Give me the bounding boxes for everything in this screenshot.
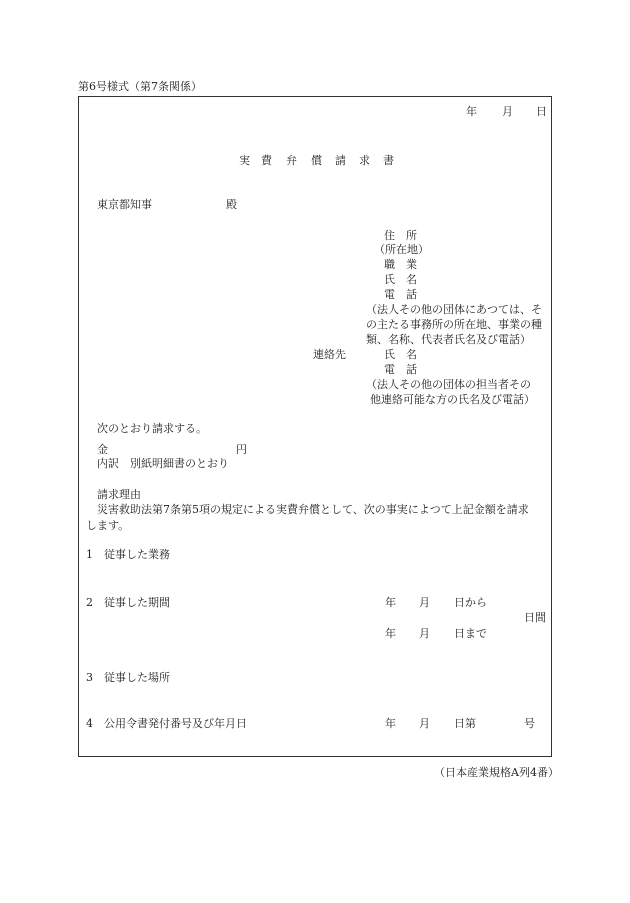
paper-size-note: （日本産業規格A列4番） bbox=[434, 766, 559, 779]
title-char: 弁 bbox=[286, 154, 297, 167]
reason-line-2: します。 bbox=[86, 519, 130, 532]
applicant-occupation-label: 職 業 bbox=[384, 258, 417, 271]
contact-note-2: 他連絡可能な方の氏名及び電話） bbox=[370, 393, 535, 406]
reason-line-1: 災害救助法第7条第5項の規定による実費弁償として、次の事実によつて上記金額を請求 bbox=[97, 503, 529, 516]
header-year: 年 bbox=[466, 105, 477, 118]
applicant-address-label: 住 所 bbox=[384, 229, 417, 242]
period-from-month: 月 bbox=[419, 596, 430, 609]
applicant-name-label: 氏 名 bbox=[384, 273, 417, 286]
amount-unit: 円 bbox=[236, 443, 247, 456]
order-year: 年 bbox=[385, 717, 396, 730]
period-to-year: 年 bbox=[385, 627, 396, 640]
title-char: 費 bbox=[261, 154, 272, 167]
period-to-day: 日まで bbox=[454, 627, 487, 640]
order-month: 月 bbox=[419, 717, 430, 730]
item-2-label: 2 従事した期間 bbox=[86, 596, 170, 609]
period-to-month: 月 bbox=[419, 627, 430, 640]
period-from-day: 日から bbox=[454, 596, 487, 609]
header-day: 日 bbox=[536, 105, 547, 118]
applicant-address-note: （所在地） bbox=[374, 243, 429, 256]
applicant-phone-label: 電 話 bbox=[384, 288, 417, 301]
contact-name-label: 氏 名 bbox=[384, 348, 417, 361]
order-number: 号 bbox=[524, 717, 535, 730]
applicant-corp-note-3: 類、名称、代表者氏名及び電話） bbox=[366, 333, 531, 346]
title-char: 書 bbox=[383, 154, 394, 167]
reason-heading: 請求理由 bbox=[97, 488, 141, 501]
contact-note-1: （法人その他の団体の担当者その bbox=[366, 378, 531, 391]
header-month: 月 bbox=[502, 105, 513, 118]
applicant-corp-note-2: の主たる事務所の所在地、事業の種 bbox=[366, 318, 542, 331]
order-day-no: 日第 bbox=[454, 717, 476, 730]
title-char: 償 bbox=[311, 154, 322, 167]
addressee-honorific: 殿 bbox=[226, 198, 237, 211]
period-from-year: 年 bbox=[385, 596, 396, 609]
period-days: 日間 bbox=[524, 611, 546, 624]
item-4-label: 4 公用令書発付番号及び年月日 bbox=[86, 717, 247, 730]
contact-label: 連絡先 bbox=[313, 348, 346, 361]
item-1-label: 1 従事した業務 bbox=[86, 548, 170, 561]
request-intro: 次のとおり請求する。 bbox=[97, 422, 207, 435]
amount-breakdown: 内訳 別紙明細書のとおり bbox=[97, 457, 229, 470]
applicant-corp-note-1: （法人その他の団体にあつては、そ bbox=[366, 303, 542, 316]
title-char: 請 bbox=[335, 154, 346, 167]
addressee-name: 東京都知事 bbox=[97, 198, 152, 211]
contact-phone-label: 電 話 bbox=[384, 363, 417, 376]
title-char: 求 bbox=[359, 154, 370, 167]
title-char: 実 bbox=[239, 154, 250, 167]
form-number: 第6号様式（第7条関係） bbox=[78, 80, 202, 93]
amount-label: 金 bbox=[97, 443, 108, 456]
item-3-label: 3 従事した場所 bbox=[86, 671, 170, 684]
